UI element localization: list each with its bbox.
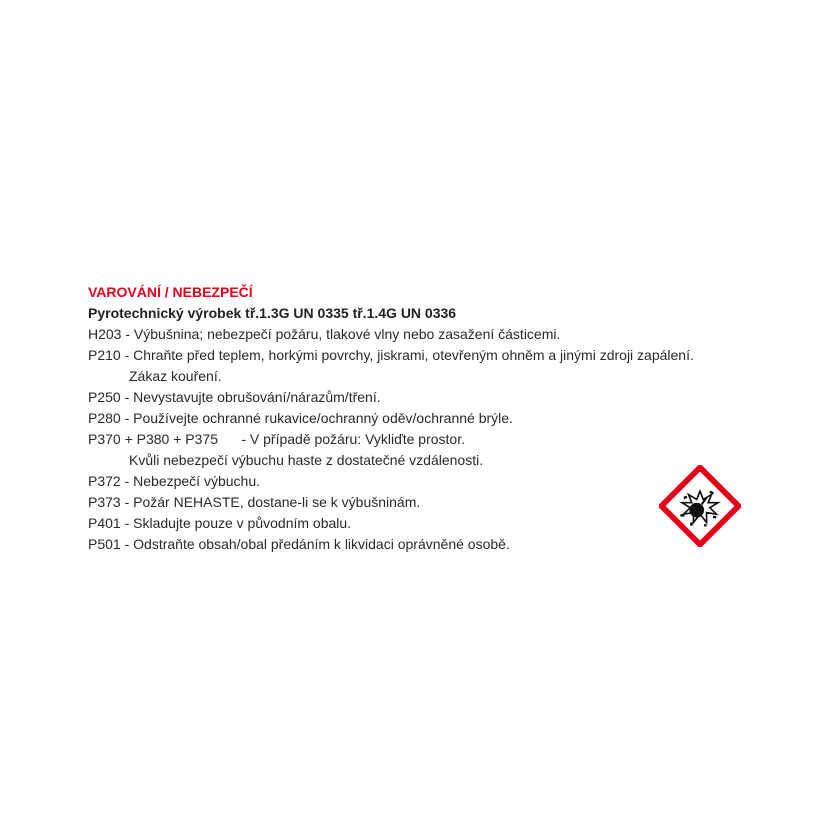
statement-p210-continued: Zákaz kouření. [129,368,222,384]
statement-h203: H203 - Výbušnina; nebezpečí požáru, tlakové vlny nebo zasažení částicemi. [88,326,561,342]
statement-p372: P372 - Nebezpečí výbuchu. [88,473,260,489]
product-classification: Pyrotechnický výrobek tř.1.3G UN 0335 tř.1.4G UN 0336 [88,305,457,321]
statement-p373: P373 - Požár NEHASTE, dostane-li se k výbušninám. [88,494,421,510]
statement-p210: P210 - Chraňte před teplem, horkými povrchy, jiskrami, otevřeným ohněm a jinými zdroji zapálení. [88,347,694,363]
statement-p280: P280 - Používejte ochranné rukavice/ochranný oděv/ochranné brýle. [88,410,513,426]
statement-p370: P370 + P380 + P375 - V případě požáru: Vykliďte prostor. [88,431,465,447]
signal-word: VAROVÁNÍ / NEBEZPEČÍ [88,284,253,300]
statement-p501: P501 - Odstraňte obsah/obal předáním k likvidaci oprávněné osobě. [88,536,510,552]
ghs01-exploding-bomb-icon [659,465,741,547]
statement-p401: P401 - Skladujte pouze v původním obalu. [88,515,352,531]
statement-p370-continued: Kvůli nebezpečí výbuchu haste z dostatečné vzdálenosti. [129,452,484,468]
statement-p250: P250 - Nevystavujte obrušování/nárazům/tření. [88,389,381,405]
